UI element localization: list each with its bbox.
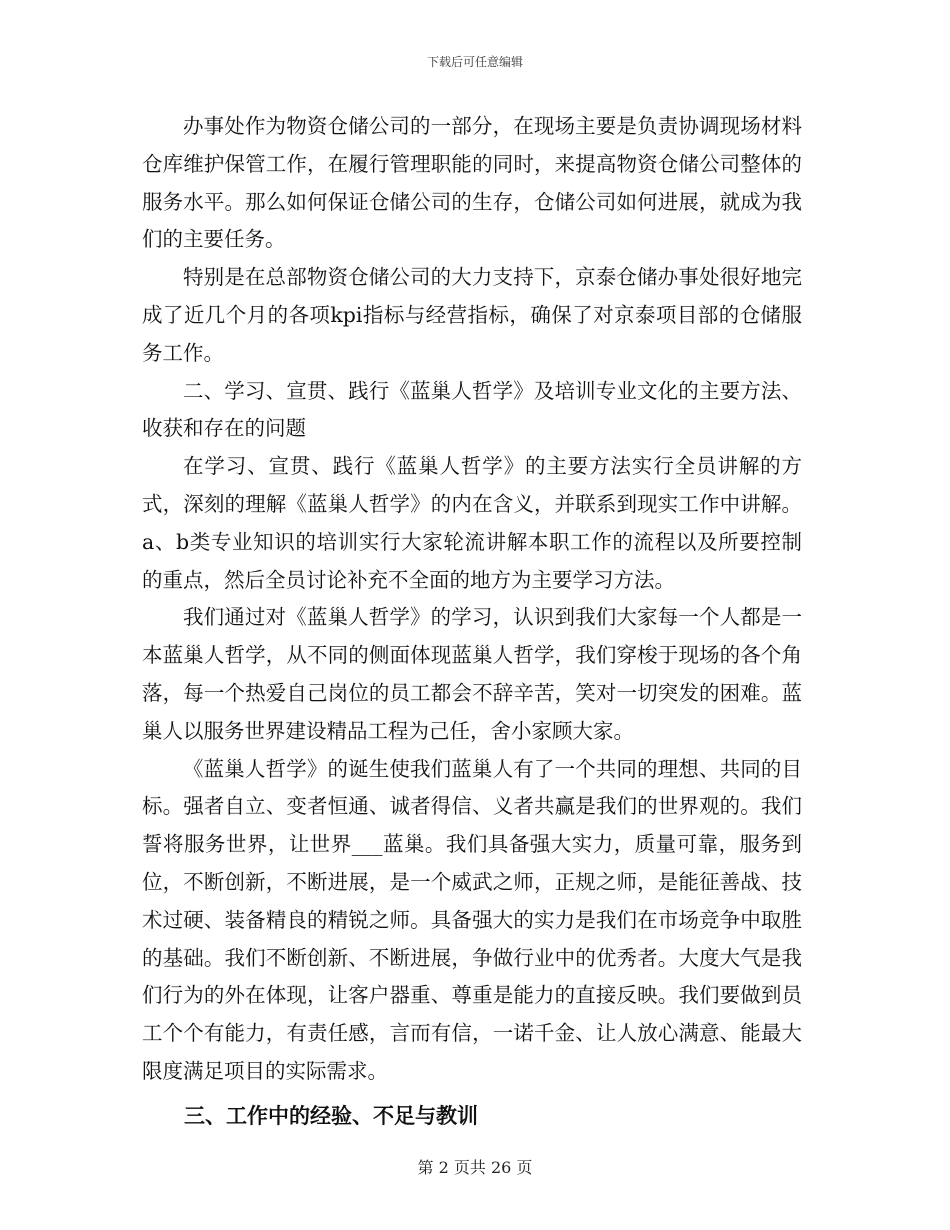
paragraph-5: 《蓝巢人哲学》的诞生使我们蓝巢人有了一个共同的理想、共同的目标。强者自立、变者恒通、诚者得信、义者共赢是我们的世界观的。我们誓将服务世界，让世界___蓝巢。我们具备强大实力，质量可靠，服务到位，不断创新，不断进展，是一个威武之师，正规之师，是能征善战、技术过硬、装备精良的精锐之师。具备强大的实力是我们在市场竞争中取胜的基础。我们不断创新、不断进展，争做行业中的优秀者。大度大气是我们行为的外在体现，让客户器重、尊重是能力的直接反映。我们要做到员工个个有能力，有责任感，言而有信，一诺千金、让人放心满意、能最大限度满足项目的实际需求。 [142, 756, 802, 1083]
paragraph-4: 我们通过对《蓝巢人哲学》的学习，认识到我们大家每一个人都是一本蓝巢人哲学，从不同的侧面体现蓝巢人哲学，我们穿梭于现场的各个角落，每一个热爱自己岗位的员工都会不辞辛苦，笑对一切突发的困难。蓝巢人以服务世界建设精品工程为己任，舍小家顾大家。 [142, 605, 802, 743]
section-two-heading: 二、学习、宣贯、践行《蓝巢人哲学》及培训专业文化的主要方法、收获和存在的问题 [142, 378, 802, 441]
page-header: 下载后可任意编辑 [426, 55, 523, 69]
paragraph-3: 在学习、宣贯、践行《蓝巢人哲学》的主要方法实行全员讲解的方式，深刻的理解《蓝巢人哲学》的内在含义，并联系到现实工作中讲解。a、b类专业知识的培训实行大家轮流讲解本职工作的流程以及所要控制的重点，然后全员讨论补充不全面的地方为主要学习方法。 [142, 454, 802, 592]
paragraph-1: 办事处作为物资仓储公司的一部分，在现场主要是负责协调现场材料仓库维护保管工作，在履行管理职能的同时，来提高物资仓储公司整体的服务水平。那么如何保证仓储公司的生存，仓储公司如何进展，就成为我们的主要任务。 [142, 114, 802, 252]
paragraph-2: 特别是在总部物资仓储公司的大力支持下，京泰仓储办事处很好地完成了近几个月的各项kpi指标与经营指标，确保了对京泰项目部的仓储服务工作。 [142, 265, 802, 365]
page-footer: 第 2 页共 26 页 [417, 1158, 533, 1177]
document-body [142, 108, 802, 1135]
section-three-heading: 三、工作中的经验、不足与教训 [184, 1102, 478, 1128]
